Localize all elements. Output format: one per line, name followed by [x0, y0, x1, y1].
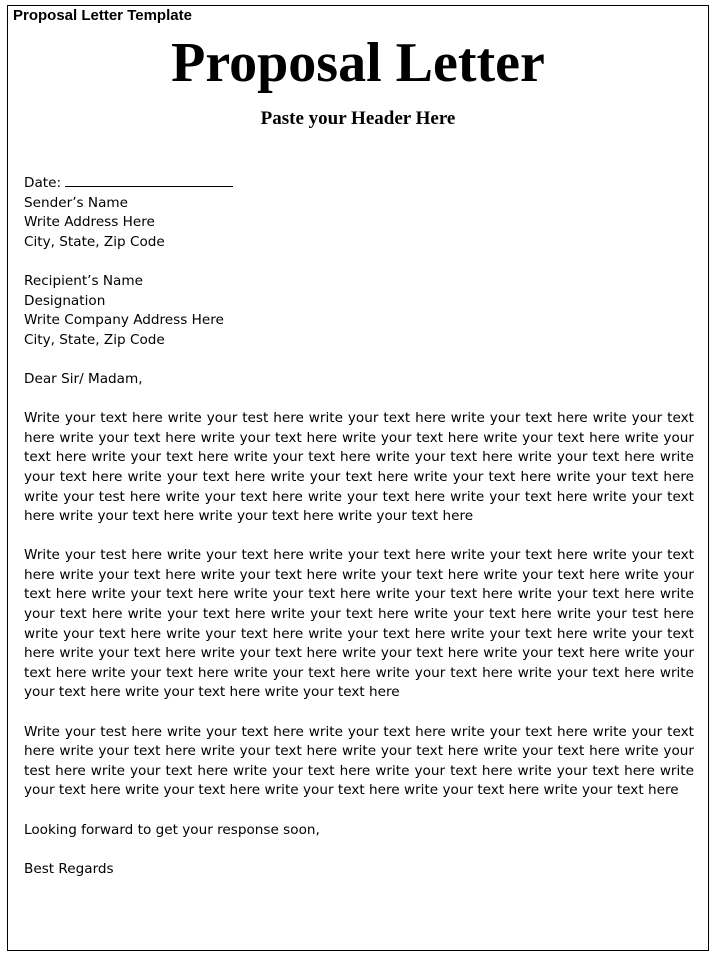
- salutation: Dear Sir/ Madam,: [24, 370, 143, 387]
- paragraph-1: Write your text here write your test here write your text here write your text here write your text here write your text here write your text here write your text here write your text here write your text here write your text here write your text here write your text here write your text here write your text here write your text here write your text here write your text here write your text here write your test here write your text here write your text here write your text here write your text here write your text here write your text here write your text here: [24, 410, 694, 525]
- sender-city: City, State, Zip Code: [24, 233, 165, 250]
- header-placeholder: Paste your Header Here: [260, 108, 456, 129]
- letter-body: [24, 172, 694, 879]
- sender-name: Sender’s Name: [24, 194, 129, 211]
- recipient-city: City, State, Zip Code: [24, 331, 165, 348]
- document-title: Proposal Letter: [171, 32, 545, 94]
- template-title: Proposal Letter Template: [13, 7, 192, 24]
- recipient-name: Recipient’s Name: [24, 272, 143, 289]
- date-line: [24, 172, 694, 194]
- closing-line: Looking forward to get your response soon,: [24, 821, 320, 838]
- paragraph-2: Write your test here write your text here write your text here write your text here write your text here write your text here write your text here write your text here write your text here write your text here write your text here write your text here write your text here write your text here write your text here write your text here write your text here write your text here write your test here write your text here write your text here write your text here write your text here write your text here write your text here write your text here write your text here write your text here write your text here write your text here write your text here write your text here write your text here write your text here write your text here write your text here: [24, 547, 694, 701]
- recipient-designation: Designation: [24, 292, 106, 309]
- recipient-address: Write Company Address Here: [24, 312, 224, 329]
- date-blank: [65, 172, 233, 187]
- paragraph-3: Write your test here write your text here write your text here write your text here write your text here write your text here write your text here write your text here write your text here write your test here write your text here write your text here write your text here write your text here write your text here write your text here write your text here write your text here write your text here: [24, 723, 694, 799]
- sign-off: Best Regards: [24, 860, 114, 877]
- date-label: Date:: [24, 175, 62, 191]
- sender-address: Write Address Here: [24, 214, 155, 231]
